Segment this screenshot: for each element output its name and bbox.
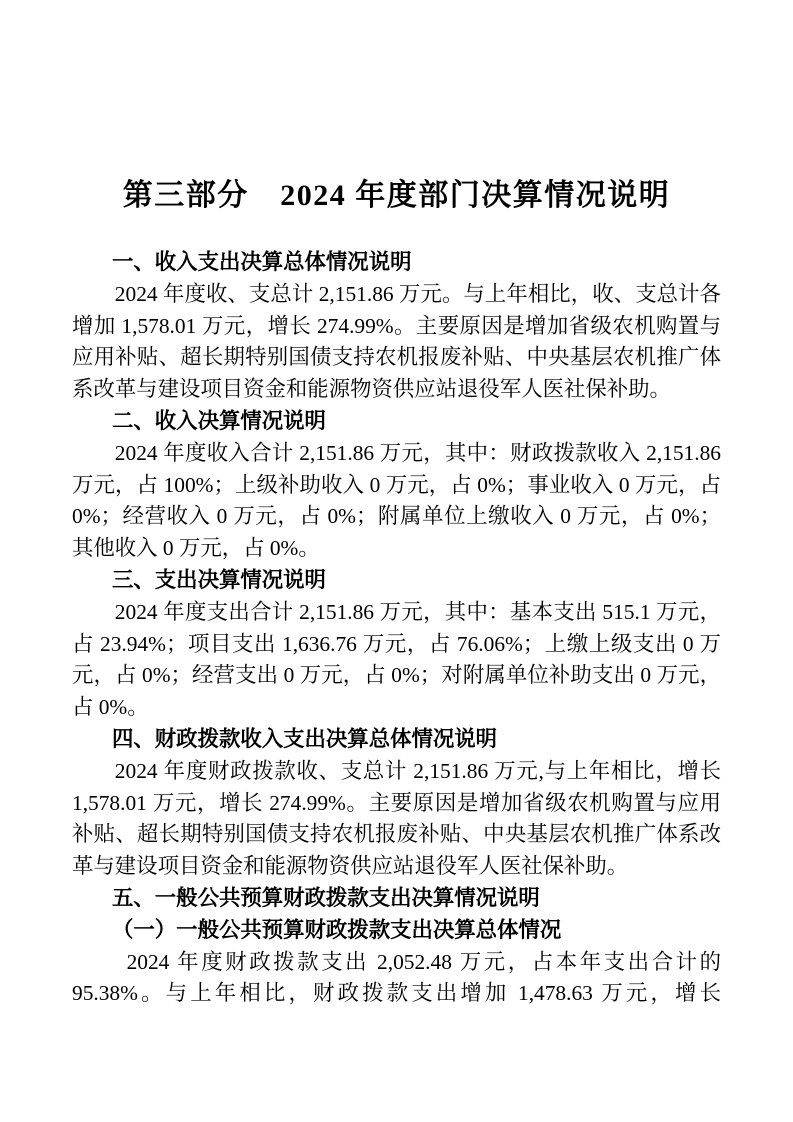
section-fiscal-appropriation-overview — [72, 724, 721, 883]
section-heading-4: 四、财政拨款收入支出决算总体情况说明 — [112, 726, 498, 751]
section-heading-5: 五、一般公共预算财政拨款支出决算情况说明 — [112, 885, 540, 910]
subsection-heading-5-1: （一）一般公共预算财政拨款支出决算总体情况 — [112, 917, 562, 942]
section-heading-2: 二、收入决算情况说明 — [112, 408, 326, 433]
section-general-public-budget — [72, 883, 721, 1010]
text-column — [72, 0, 721, 1010]
section-heading-3: 三、支出决算情况说明 — [112, 567, 326, 592]
section-revenue — [72, 406, 721, 565]
document-title: 第三部分 2024 年度部门决算情况说明 — [122, 179, 671, 212]
section-paragraph-3: 2024 年度支出合计 2,151.86 万元，其中：基本支出 515.1 万元，占 23.94%；项目支出 1,636.76 万元，占 76.06%；上缴上级支出 0 万元，占 0%；经营支出 0 万元，占 0%；对附属单位补助支出 0 万元，占 0%。 — [72, 599, 721, 720]
section-paragraph-1: 2024 年度收、支总计 2,151.86 万元。与上年相比，收、支总计各增加 1,578.01 万元，增长 274.99%。主要原因是增加省级农机购置与应用补贴、超长期特别国债支持农机报废补贴、中央基层农机推广体系改革与建设项目资金和能源物资供应站退役军人医社保补助。 — [72, 281, 721, 402]
section-income-expenditure-overview — [72, 247, 721, 406]
section-expenditure — [72, 565, 721, 724]
document-body — [72, 247, 721, 1010]
section-paragraph-4: 2024 年度财政拨款收、支总计 2,151.86 万元,与上年相比，增长 1,578.01 万元，增长 274.99%。主要原因是增加省级农机购置与应用补贴、超长期特别国债支持农机报废补贴、中央基层农机推广体系改革与建设项目资金和能源物资供应站退役军人医社保补助。 — [72, 758, 721, 879]
section-heading-1: 一、收入支出决算总体情况说明 — [112, 250, 412, 274]
section-paragraph-5: 2024 年度财政拨款支出 2,052.48 万元，占本年支出合计的 95.38%。与上年相比，财政拨款支出增加 1,478.63 万元，增长 — [72, 949, 721, 1006]
section-paragraph-2: 2024 年度收入合计 2,151.86 万元，其中：财政拨款收入 2,151.86 万元，占 100%；上级补助收入 0 万元，占 0%；事业收入 0 万元，占 0%；经营收入 0 万元，占 0%；附属单位上缴收入 0 万元，占 0%；其他收入 0 万元，占 0%。 — [72, 440, 721, 561]
